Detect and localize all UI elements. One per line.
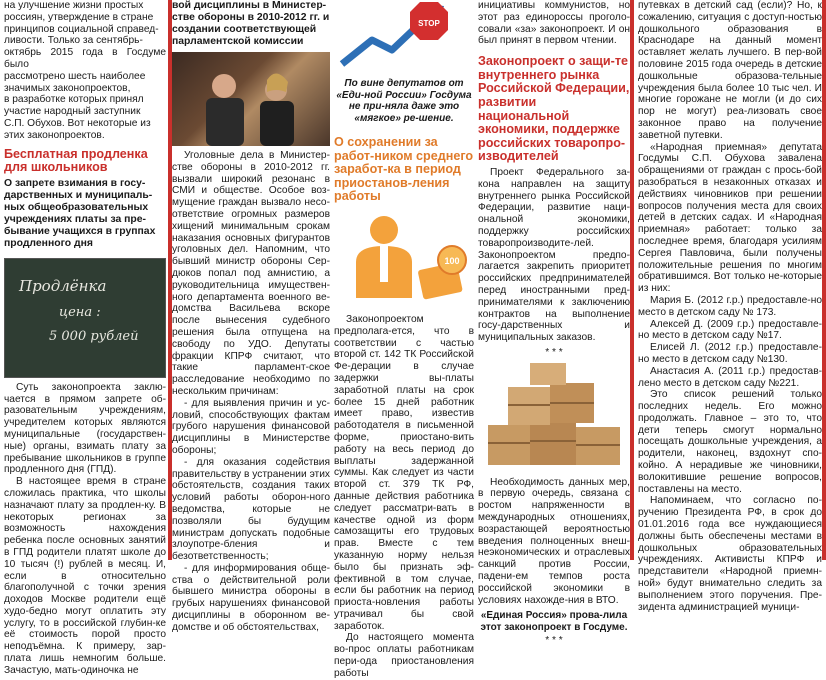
paragraph: инициативы коммунистов, но этот раз единороссы проголо-совали «за» законопроект. И он был принят в первом чтении. bbox=[478, 0, 630, 47]
paragraph: Это список решений только последних недель. Его можно продолжать. Главное – это то, что дети теперь смогут нормально посещать дошкольные учреждения, а родители, наконец, вздохнут спо-койно. А нерадивые же чиновники, волокитившие решение вопросов, поставлены на место. bbox=[638, 389, 822, 495]
rising-arrow-illustration bbox=[334, 0, 474, 72]
paragraph: Проект Федерального за-кона направлен на защиту внутреннего рынка Российской Федерации, развитие наци-ональной экономики, поддержку российских товаропроизводите-лей. Законопроектом предпо-лагается закрепить приоритет российских предпринимателей перед иностранными пред-принимателями к заключению контрактов на выполнение госу-дарственных и муниципальных заказов. bbox=[478, 166, 630, 344]
list-item: Мария Б. (2012 г.р.) предоставле-но место в детском саду № 173. bbox=[638, 294, 822, 318]
paragraph: Уголовные дела в Министер-стве обороны в 2010-2012 гг. вызвали широкий резонанс в СМИ и обществе. Особое воз-мущение граждан вызвало несо-ответствие огромных размеров хищений минимальным срокам наказания основных фигурантов уголовных дел. Напомним, что бывший министр обороны Сер-дюков попал под амнистию, а руководительница имуществен-ного департамента военного ве-домства Васильева вскоре после вынесения судебного решения была отпущена на свободу по УДО. Депутаты фракции КПРФ считают, что такие парламент-ское расследование необходимо по нескольким причинам: bbox=[172, 150, 330, 397]
defense-ministry-photo bbox=[172, 52, 330, 146]
chalkboard-photo bbox=[4, 258, 166, 378]
results-list bbox=[638, 295, 822, 389]
list-item: Анастасия А. (2011 г.р.) предостав-лено место в детском саду №221. bbox=[638, 365, 822, 389]
column-3 bbox=[334, 0, 474, 679]
paragraph: Суть законопроекта заклю-чается в прямом запрете об-разовательным учреждениям, учредителем которых являются муниципальные (государствен-ные) органы, взимать плату за пребывание школьников в группе продленного дня (ГПД). bbox=[4, 381, 166, 476]
paragraph: До настоящего момента во-прос оплаты работникам пери-ода приостановления работы bbox=[334, 632, 474, 679]
paragraph: «Народная приемная» депутата Госдумы С.П. Обухова завалена обращениями от граждан с прось-бой разобраться в незаконных отказах и действиях чиновников при решении вопросов получения места для своих детей в детских садах. И «Народная приемная» работает: только за последнее время, благодаря усилиям Сергея Павловича, были получены положительные решения по многим обратившимся. Вот только не-которые из них: bbox=[638, 141, 822, 295]
stop-label: STOP bbox=[418, 19, 440, 28]
closing-statement: «Единая Россия» прова-лила этот законопроект в Госдуме. bbox=[480, 610, 628, 633]
chalk-text-2: цена : bbox=[59, 304, 101, 320]
paragraph: Напоминаем, что согласно по-ручению Президента РФ, в срок до 01.01.2016 года все нуждающиеся должны быть обеспечены местами в дошкольных образовательных учреждениях. Активисты КПРФ и представители «Народной приемн-ной» будут внимательно следить за выполнением этого поручения. Пре-зидента администрацией муници- bbox=[638, 495, 822, 613]
intro-text: на улучшение жизни простых россиян, утверждение в стране принципов социальной справед- ливости. Только за сентябрь- октябрь 2015 года в Госдуме было рассмотрено шесть наиболее значимых законопроектов, в разработке которых принял участие народный заступник С.П. Обухов. Вот некоторые из этих законопроектов. bbox=[4, 0, 166, 141]
people-illustration bbox=[172, 52, 330, 146]
section-lead: О запрете взимания в госу-дарственных и муниципаль-ных общеобразовательных учреждениях платы за пре-бывание учащихся в группах продленного дня bbox=[4, 177, 156, 249]
section-heading: Бесплатная продленка для школьников bbox=[4, 146, 148, 175]
column-1 bbox=[0, 0, 172, 676]
column-divider bbox=[822, 0, 826, 560]
image-caption: По вине депутатов от «Еди-ной России» Госдума не при-няла даже это «мягкое» ре-шение. bbox=[336, 78, 472, 124]
section-heading: Законопроект о защи-те внутреннего рынка Российской Федерации, развитии национальной экономики, поддержке российских товаропро-изводителей bbox=[478, 54, 630, 164]
section-heading: О сохранении за работ-ником среднего заработ-ка в период приостанов-ления работы bbox=[334, 135, 474, 204]
chalk-text-3: 5 000 рублей bbox=[49, 328, 139, 344]
column-4 bbox=[478, 0, 630, 647]
salary-illustration bbox=[334, 208, 474, 310]
paragraph: Необходимость данных мер, в первую очередь, связана с ростом напряженности в международных отношениях, возрастающей вероятностью введения полноценных внеш-неэкономических и отраслевых санкций против России, падени-ем темпов роста российской экономики в условиях нахожде-ния в ВТО. bbox=[478, 476, 630, 606]
paragraph: - для оказания содействия правительству в устранении этих обстоятельств, создания таких условий работы оборон-ного ведомства, которые не позволяли бы будущим министрам допускать подобные злоупотре-бления и безответственность; bbox=[172, 456, 330, 563]
coin-label: 100 bbox=[444, 255, 460, 266]
column-2 bbox=[172, 0, 330, 633]
list-item: Алексей Д. (2009 г.р.) предоставле-но место в детском саду №17. bbox=[638, 318, 822, 342]
paragraph: - для информирования обще-ства о действительной роли бывшего министра обороны в грубых нарушениях финансовой дисциплины в оборонном ве-домстве и об обстоятельствах, bbox=[172, 562, 330, 633]
worker-money-icon bbox=[334, 208, 474, 310]
cardboard-boxes-photo bbox=[478, 363, 630, 473]
separator-stars: * * * bbox=[545, 635, 563, 647]
list-item: Елисей Л. (2012 г.р.) предоставле-но место в детском саду №130. bbox=[638, 342, 822, 365]
paragraph: В настоящее время в стране сложилась практика, что школы назначают плату за продлен-ку. В некоторых регионах за возможность нахождения ребенка после основных занятий в ГПД родители платят школе до 10 тысяч (!) рублей в месяц. И, если в относительно благополучной с точки зрения доходов Москве родители ещё худо-бедно могут оплатить эту услугу, то в российской глубин-ке её стоимость порой просто неподъёмна. К примеру, зар-плата лишь немногим больше. Зачастую, мать-одиночка не bbox=[4, 476, 166, 676]
column-5 bbox=[634, 0, 822, 613]
stop-graph-image bbox=[334, 0, 474, 72]
paragraph: Законопроектом предполага-ется, что в соответствии с частью второй ст. 142 ТК Российской Фе-дерации в случае задержки вы-платы заработной платы на срок более 15 дней работник имеет право, известив работодателя в письменной форме, приостано-вить работу на весь период до выплаты задержанной суммы. Как следует из части второй ст. 379 ТК РФ, данные действия работника следует рассматри-вать в качестве одной из форм самозащиты его трудовых прав. Вместе с тем указанную норму нельзя было бы признать эф-фективной в том случае, если бы работник на период приоста-новления работы утрачивал бы свой заработок. bbox=[334, 313, 474, 632]
paragraph: - для выявления причин и ус-ловий, способствующих фактам грубого нарушения финансовой дисциплины в Министерстве обороны; bbox=[172, 397, 330, 456]
section-lead: вой дисциплины в Министер-стве обороны в 2010-2012 гг. и создании соответствующей парламентской комиссии bbox=[172, 0, 330, 47]
boxes-illustration bbox=[478, 363, 630, 473]
chalk-text-1: Продлёнка bbox=[19, 276, 107, 295]
paragraph: путевках в детский сад (если)? Но, к сожалению, ситуация с доступ-ностью дошкольного образования в Краснодаре на данный момент оставляет желать лучшего. В пер-вой половине 2015 года очередь в детские дошкольные образова-тельные учреждения была более 10 тыс чел. И многие горожане не могли (и до сих пор не могут) реа-лизовать свое законное право на получение заветной путевки. bbox=[638, 0, 822, 141]
separator-stars: * * * bbox=[545, 346, 563, 358]
